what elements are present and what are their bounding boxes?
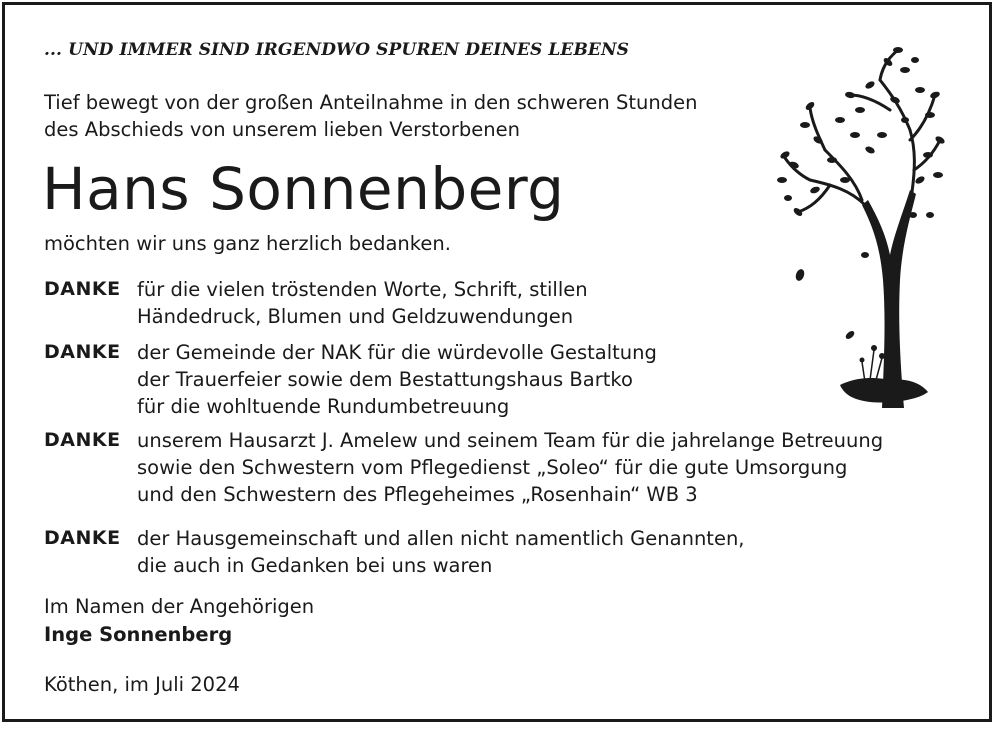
danke-line: für die wohltuende Rundumbetreuung	[137, 395, 510, 418]
danke-label: DANKE	[44, 429, 121, 451]
intro-line: des Abschieds von unserem lieben Verstorbenen	[44, 118, 520, 141]
danke-label: DANKE	[44, 527, 121, 549]
danke-line: Händedruck, Blumen und Geldzuwendungen	[137, 305, 574, 328]
intro-text	[44, 89, 697, 143]
signature-on-behalf: Im Namen der Angehörigen	[44, 595, 315, 618]
danke-text	[137, 525, 745, 579]
danke-text	[137, 339, 657, 420]
thanks-line: möchten wir uns ganz herzlich bedanken.	[44, 232, 451, 255]
danke-text	[137, 276, 588, 330]
danke-line: sowie den Schwestern vom Pflegedienst „Soleo“ für die gute Umsorgung	[137, 456, 848, 479]
tree-icon	[770, 40, 950, 415]
danke-line: der Trauerfeier sowie dem Bestattungshaus Bartko	[137, 368, 633, 391]
deceased-name: Hans Sonnenberg	[42, 155, 565, 223]
danke-line: unserem Hausarzt J. Amelew und seinem Team für die jahrelange Betreuung	[137, 429, 884, 452]
intro-line: Tief bewegt von der großen Anteilnahme in den schweren Stunden	[44, 91, 698, 114]
danke-line: die auch in Gedanken bei uns waren	[137, 554, 493, 577]
danke-line: und den Schwestern des Pflegeheimes „Rosenhain“ WB 3	[137, 483, 698, 506]
place-date: Köthen, im Juli 2024	[44, 673, 240, 696]
danke-line: für die vielen tröstenden Worte, Schrift, stillen	[137, 278, 588, 301]
signature-name: Inge Sonnenberg	[44, 623, 233, 646]
danke-label: DANKE	[44, 278, 121, 300]
motto: ... UND IMMER SIND IRGENDWO SPUREN DEINES LEBENS	[44, 40, 629, 60]
danke-line: der Gemeinde der NAK für die würdevolle Gestaltung	[137, 341, 657, 364]
danke-text	[137, 427, 883, 508]
danke-label: DANKE	[44, 341, 121, 363]
danke-line: der Hausgemeinschaft und allen nicht namentlich Genannten,	[137, 527, 745, 550]
